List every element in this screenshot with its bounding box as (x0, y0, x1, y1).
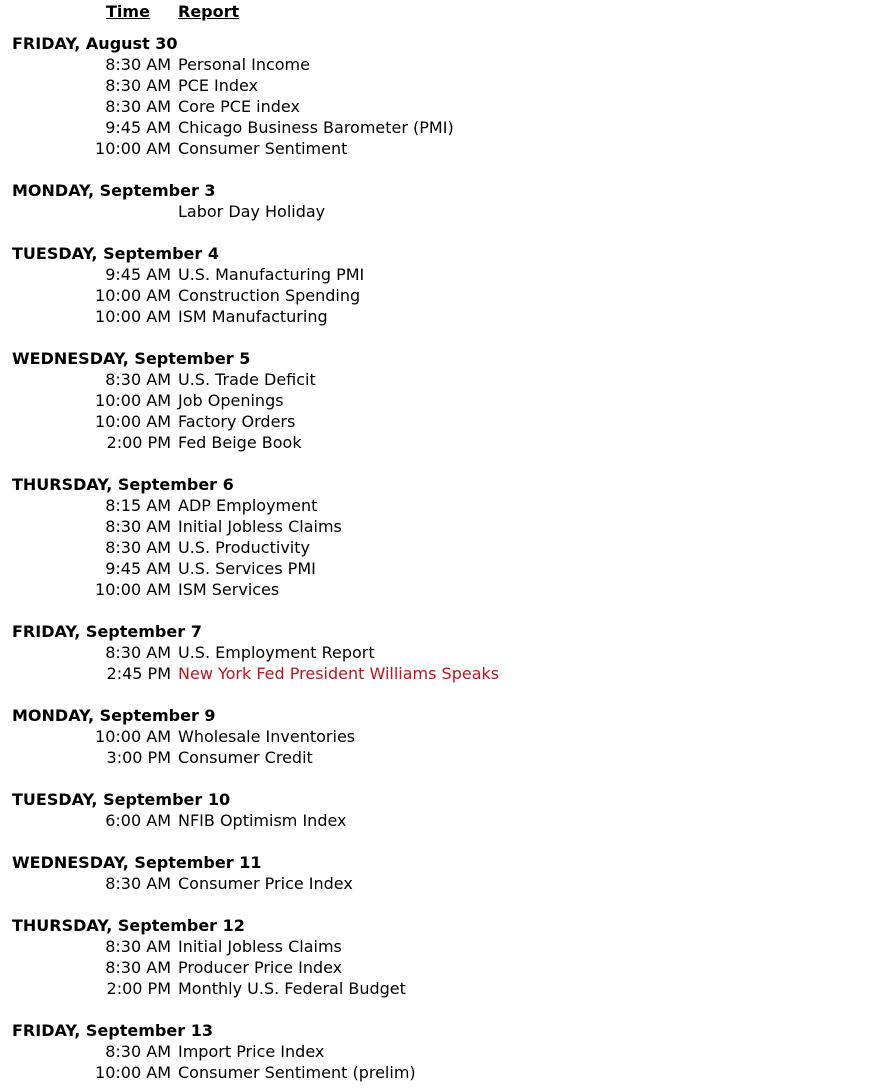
event-report: U.S. Employment Report (178, 643, 375, 662)
event-row (12, 1041, 891, 1062)
event-report: ISM Services (178, 580, 280, 599)
day-title: THURSDAY, September 12 (12, 916, 245, 935)
day-section (12, 348, 891, 453)
event-report: ADP Employment (178, 496, 318, 515)
event-report: Initial Jobless Claims (178, 517, 342, 536)
event-report: Fed Beige Book (178, 433, 302, 452)
event-time: 10:00 AM (95, 139, 171, 158)
day-section (12, 180, 891, 222)
event-time: 10:00 AM (95, 286, 171, 305)
event-time: 9:45 AM (105, 265, 171, 284)
event-report: PCE Index (178, 76, 259, 95)
day-title: FRIDAY, August 30 (12, 34, 178, 53)
event-report: Chicago Business Barometer (PMI) (178, 118, 454, 137)
event-report: Labor Day Holiday (178, 202, 326, 221)
event-row (12, 516, 891, 537)
event-row (12, 579, 891, 600)
event-row (12, 642, 891, 663)
event-report: NFIB Optimism Index (178, 811, 347, 830)
day-section (12, 621, 891, 684)
day-title: WEDNESDAY, September 11 (12, 853, 262, 872)
day-section (12, 1020, 891, 1083)
event-report: Consumer Sentiment (178, 139, 348, 158)
event-time: 10:00 AM (95, 1063, 171, 1082)
event-time: 10:00 AM (95, 307, 171, 326)
event-time: 10:00 AM (95, 580, 171, 599)
day-title: THURSDAY, September 6 (12, 475, 234, 494)
day-title: TUESDAY, September 4 (12, 244, 219, 263)
event-row (12, 96, 891, 117)
day-section (12, 852, 891, 894)
day-section (12, 243, 891, 327)
event-time: 8:30 AM (105, 958, 171, 977)
event-report: U.S. Services PMI (178, 559, 316, 578)
event-report: Import Price Index (178, 1042, 325, 1061)
event-row (12, 558, 891, 579)
day-section (12, 915, 891, 999)
event-row (12, 537, 891, 558)
event-report: Core PCE index (178, 97, 300, 116)
day-section (12, 789, 891, 831)
event-time: 6:00 AM (105, 811, 171, 830)
event-row (12, 747, 891, 768)
event-report-highlighted: New York Fed President Williams Speaks (178, 664, 500, 683)
event-time: 8:30 AM (105, 76, 171, 95)
event-row (12, 75, 891, 96)
event-row (12, 495, 891, 516)
event-row (12, 726, 891, 747)
column-header (12, 1, 891, 23)
header-spacer (12, 23, 891, 33)
event-report: U.S. Manufacturing PMI (178, 265, 365, 284)
event-row (12, 1062, 891, 1083)
event-report: Monthly U.S. Federal Budget (178, 979, 406, 998)
event-row (12, 432, 891, 453)
event-time: 9:45 AM (105, 559, 171, 578)
event-report: Wholesale Inventories (178, 727, 356, 746)
event-report: U.S. Trade Deficit (178, 370, 316, 389)
day-title: MONDAY, September 9 (12, 706, 216, 725)
event-report: ISM Manufacturing (178, 307, 328, 326)
event-time: 8:30 AM (105, 643, 171, 662)
event-report: Producer Price Index (178, 958, 343, 977)
event-report: Factory Orders (178, 412, 296, 431)
event-row (12, 369, 891, 390)
event-time: 9:45 AM (105, 118, 171, 137)
day-title: TUESDAY, September 10 (12, 790, 231, 809)
event-time: 8:30 AM (105, 874, 171, 893)
event-time: 3:00 PM (106, 748, 171, 767)
event-row (12, 201, 891, 222)
event-row (12, 306, 891, 327)
day-list (12, 33, 891, 1083)
event-report: Job Openings (178, 391, 284, 410)
day-section (12, 33, 891, 159)
event-row (12, 936, 891, 957)
day-title: FRIDAY, September 7 (12, 622, 202, 641)
event-report: U.S. Productivity (178, 538, 310, 557)
event-report: Construction Spending (178, 286, 361, 305)
event-time: 10:00 AM (95, 727, 171, 746)
event-row (12, 411, 891, 432)
event-time: 8:30 AM (105, 370, 171, 389)
event-row (12, 138, 891, 159)
event-time: 8:30 AM (105, 55, 171, 74)
day-section (12, 705, 891, 768)
event-row (12, 117, 891, 138)
event-row (12, 957, 891, 978)
day-section (12, 474, 891, 600)
event-time: 8:30 AM (105, 1042, 171, 1061)
day-title: FRIDAY, September 13 (12, 1021, 213, 1040)
event-time: 10:00 AM (95, 391, 171, 410)
event-report: Consumer Price Index (178, 874, 353, 893)
day-title: WEDNESDAY, September 5 (12, 349, 251, 368)
event-report: Consumer Sentiment (prelim) (178, 1063, 416, 1082)
report-column-header: Report (178, 2, 240, 21)
event-report: Initial Jobless Claims (178, 937, 342, 956)
event-row (12, 873, 891, 894)
event-time: 2:00 PM (106, 433, 171, 452)
event-row (12, 810, 891, 831)
event-row (12, 978, 891, 999)
event-time: 10:00 AM (95, 412, 171, 431)
event-row (12, 663, 891, 684)
time-column-header: Time (106, 2, 150, 21)
event-time: 2:00 PM (106, 979, 171, 998)
event-time: 8:30 AM (105, 97, 171, 116)
event-row (12, 54, 891, 75)
event-report: Personal Income (178, 55, 310, 74)
event-row (12, 390, 891, 411)
event-row (12, 264, 891, 285)
event-time: 8:30 AM (105, 937, 171, 956)
event-row (12, 285, 891, 306)
event-time: 2:45 PM (106, 664, 171, 683)
event-time: 8:15 AM (105, 496, 171, 515)
event-time: 8:30 AM (105, 538, 171, 557)
event-time: 8:30 AM (105, 517, 171, 536)
day-title: MONDAY, September 3 (12, 181, 216, 200)
event-report: Consumer Credit (178, 748, 313, 767)
